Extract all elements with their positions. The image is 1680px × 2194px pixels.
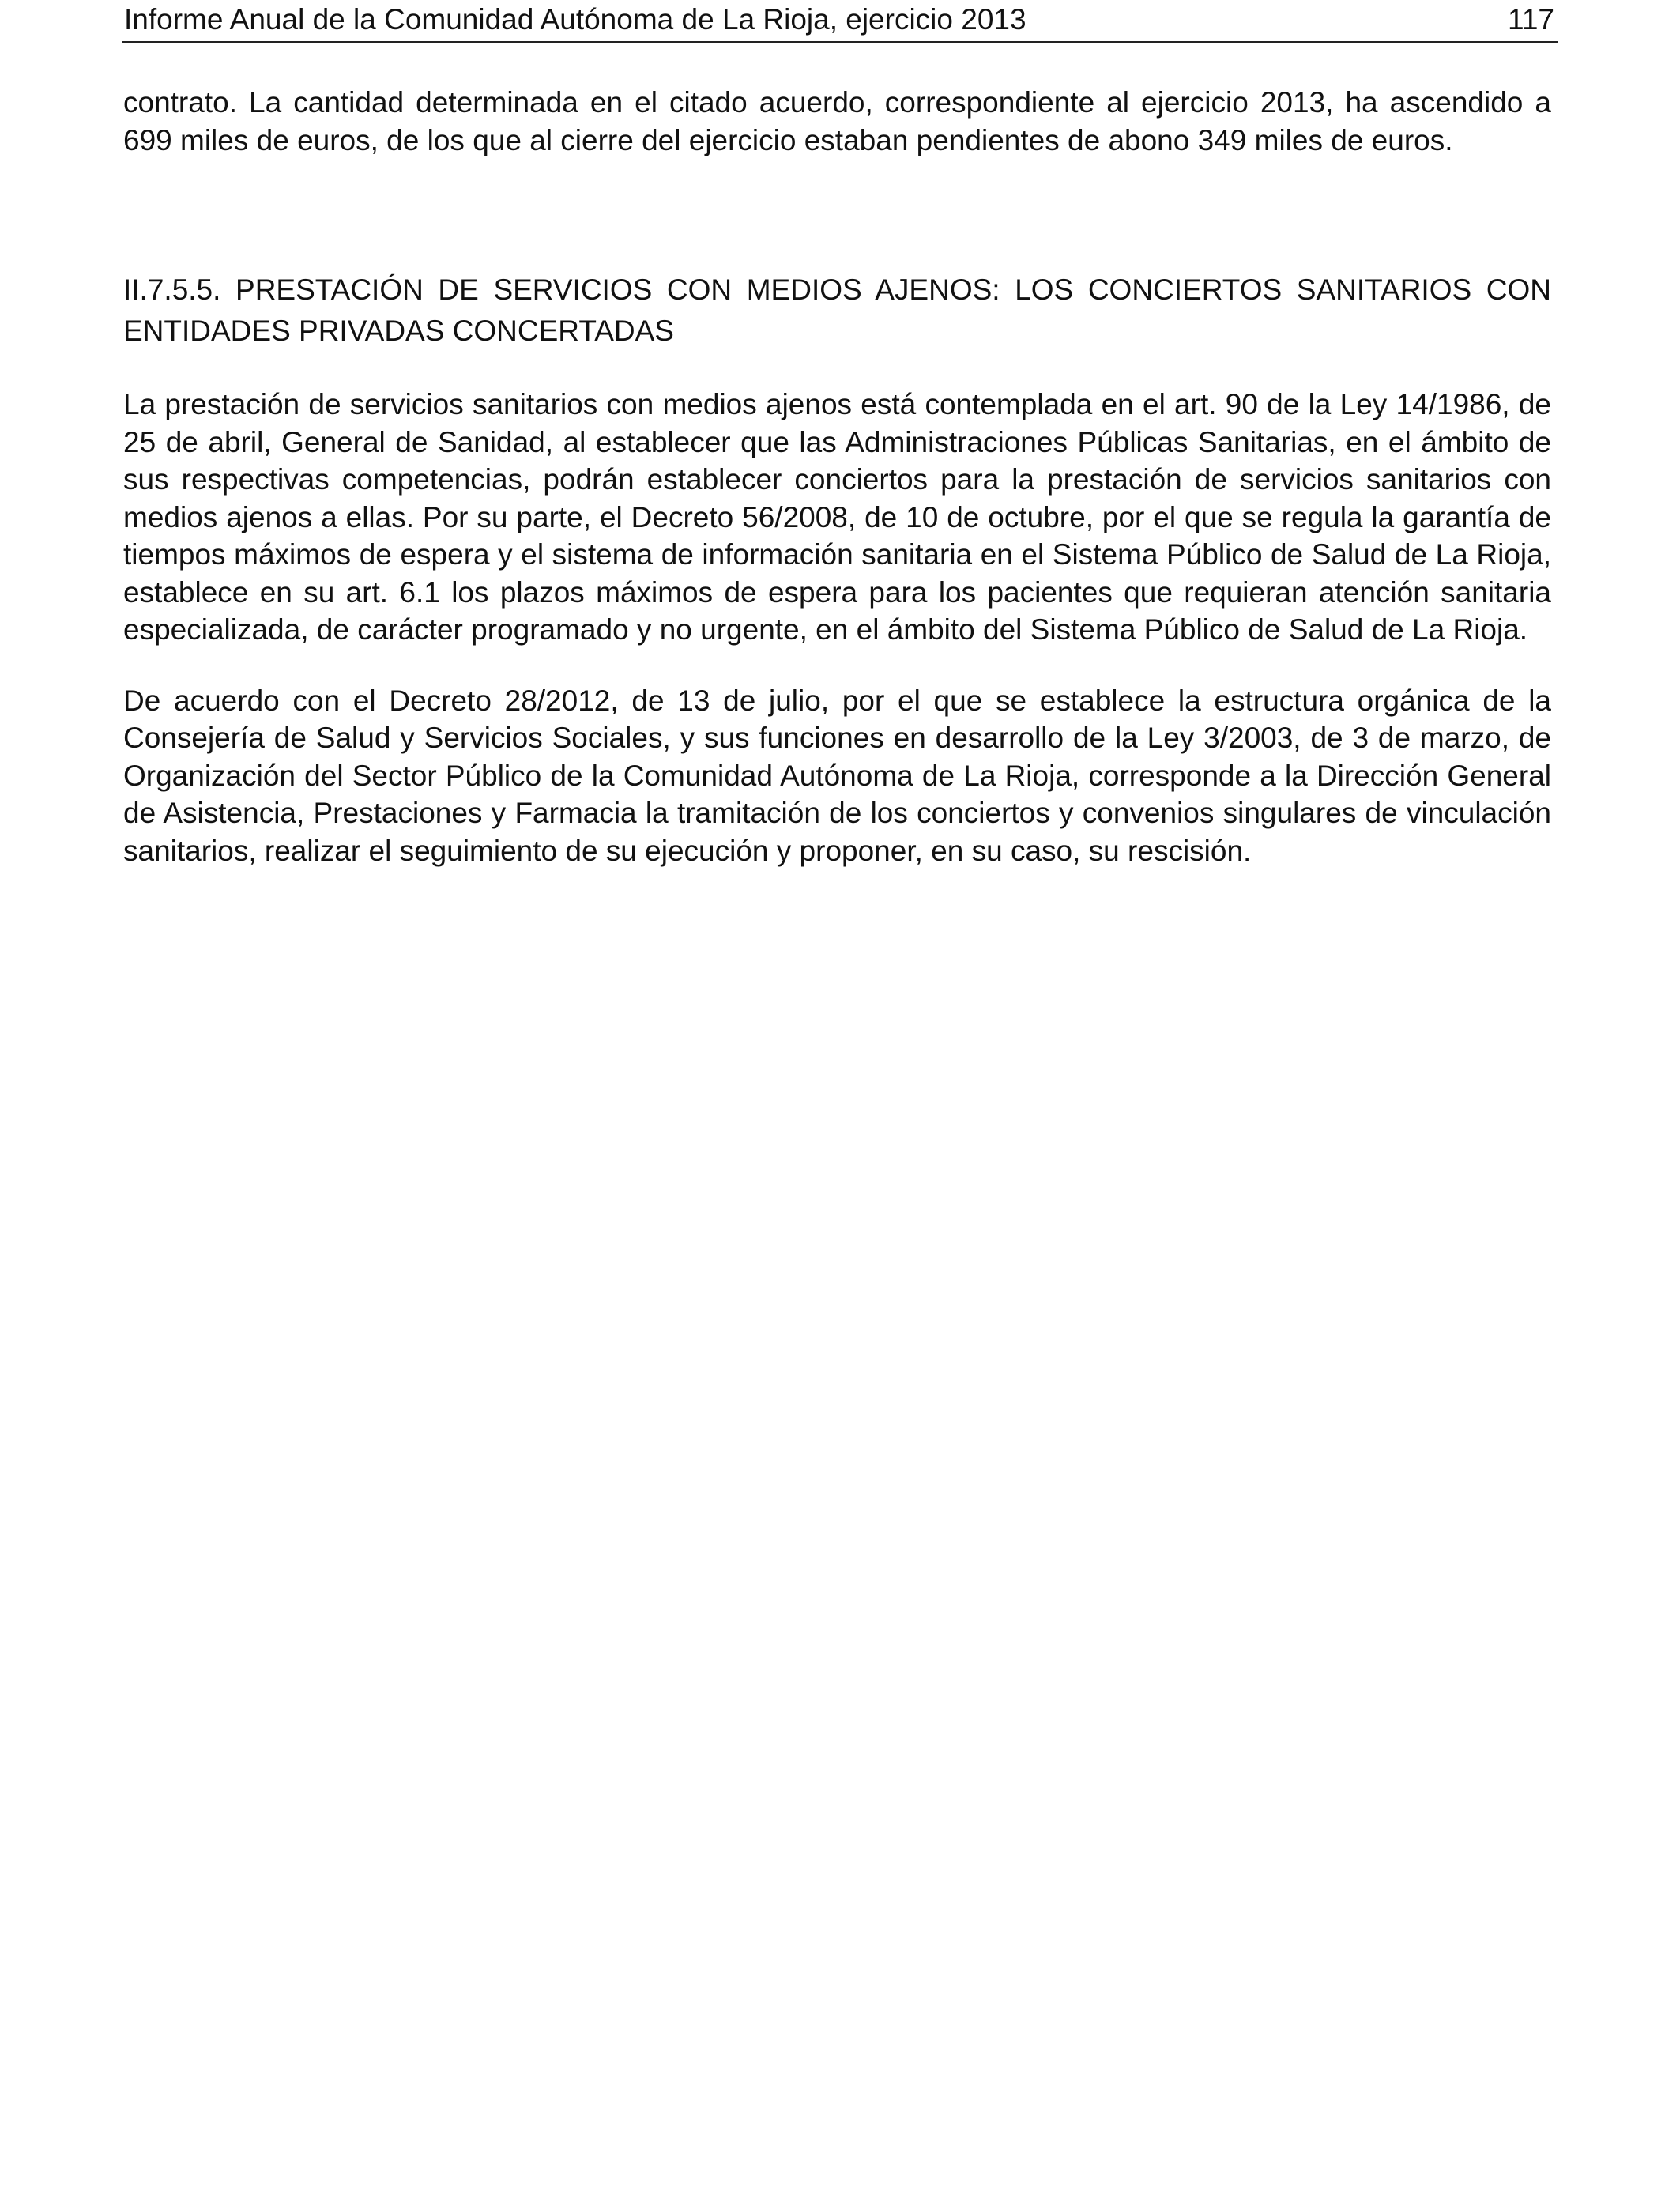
page-header — [122, 2, 1558, 43]
section-heading: II.7.5.5. PRESTACIÓN DE SERVICIOS CON MEDIOS AJENOS: LOS CONCIERTOS SANITARIOS CON ENTIDADES PRIVADAS CONCERTADAS — [123, 273, 1551, 347]
header-title: Informe Anual de la Comunidad Autónoma de La Rioja, ejercicio 2013 — [124, 3, 1026, 36]
paragraph-external-services: La prestación de servicios sanitarios con medios ajenos está contemplada en el art. 90 de la Ley 14/1986, de 25 de abril, General de Sanidad, al establecer que las Administraciones Públicas Sanitarias, en el ámbito de sus respectivas competencias, podrán establecer conciertos para la prestación de servicios sanitarios con medios ajenos a ellas. Por su parte, el Decreto 56/2008, de 10 de octubre, por el que se regula la garantía de tiempos máximos de espera y el sistema de información sanitaria en el Sistema Público de Salud de La Rioja, establece en su art. 6.1 los plazos máximos de espera para los pacientes que requieran atención sanitaria especializada, de carácter programado y no urgente, en el ámbito del Sistema Público de Salud de La Rioja. — [123, 388, 1551, 646]
paragraph-decree-structure: De acuerdo con el Decreto 28/2012, de 13 de julio, por el que se establece la estructura orgánica de la Consejería de Salud y Servicios Sociales, y sus funciones en desarrollo de la Ley 3/2003, de 3 de marzo, de Organización del Sector Público de la Comunidad Autónoma de La Rioja, corresponde a la Dirección General de Asistencia, Prestaciones y Farmacia la tramitación de los conciertos y convenios singulares de vinculación sanitarios, realizar el seguimiento de su ejecución y proponer, en su caso, su rescisión. — [123, 684, 1551, 867]
paragraph-contract-amount: contrato. La cantidad determinada en el citado acuerdo, correspondiente al ejercicio 2013, ha ascendido a 699 miles de euros, de los que al cierre del ejercicio estaban pendientes de abono 349 miles de euros. — [123, 86, 1551, 156]
page-number: 117 — [1508, 3, 1554, 36]
page-content — [123, 84, 1551, 869]
